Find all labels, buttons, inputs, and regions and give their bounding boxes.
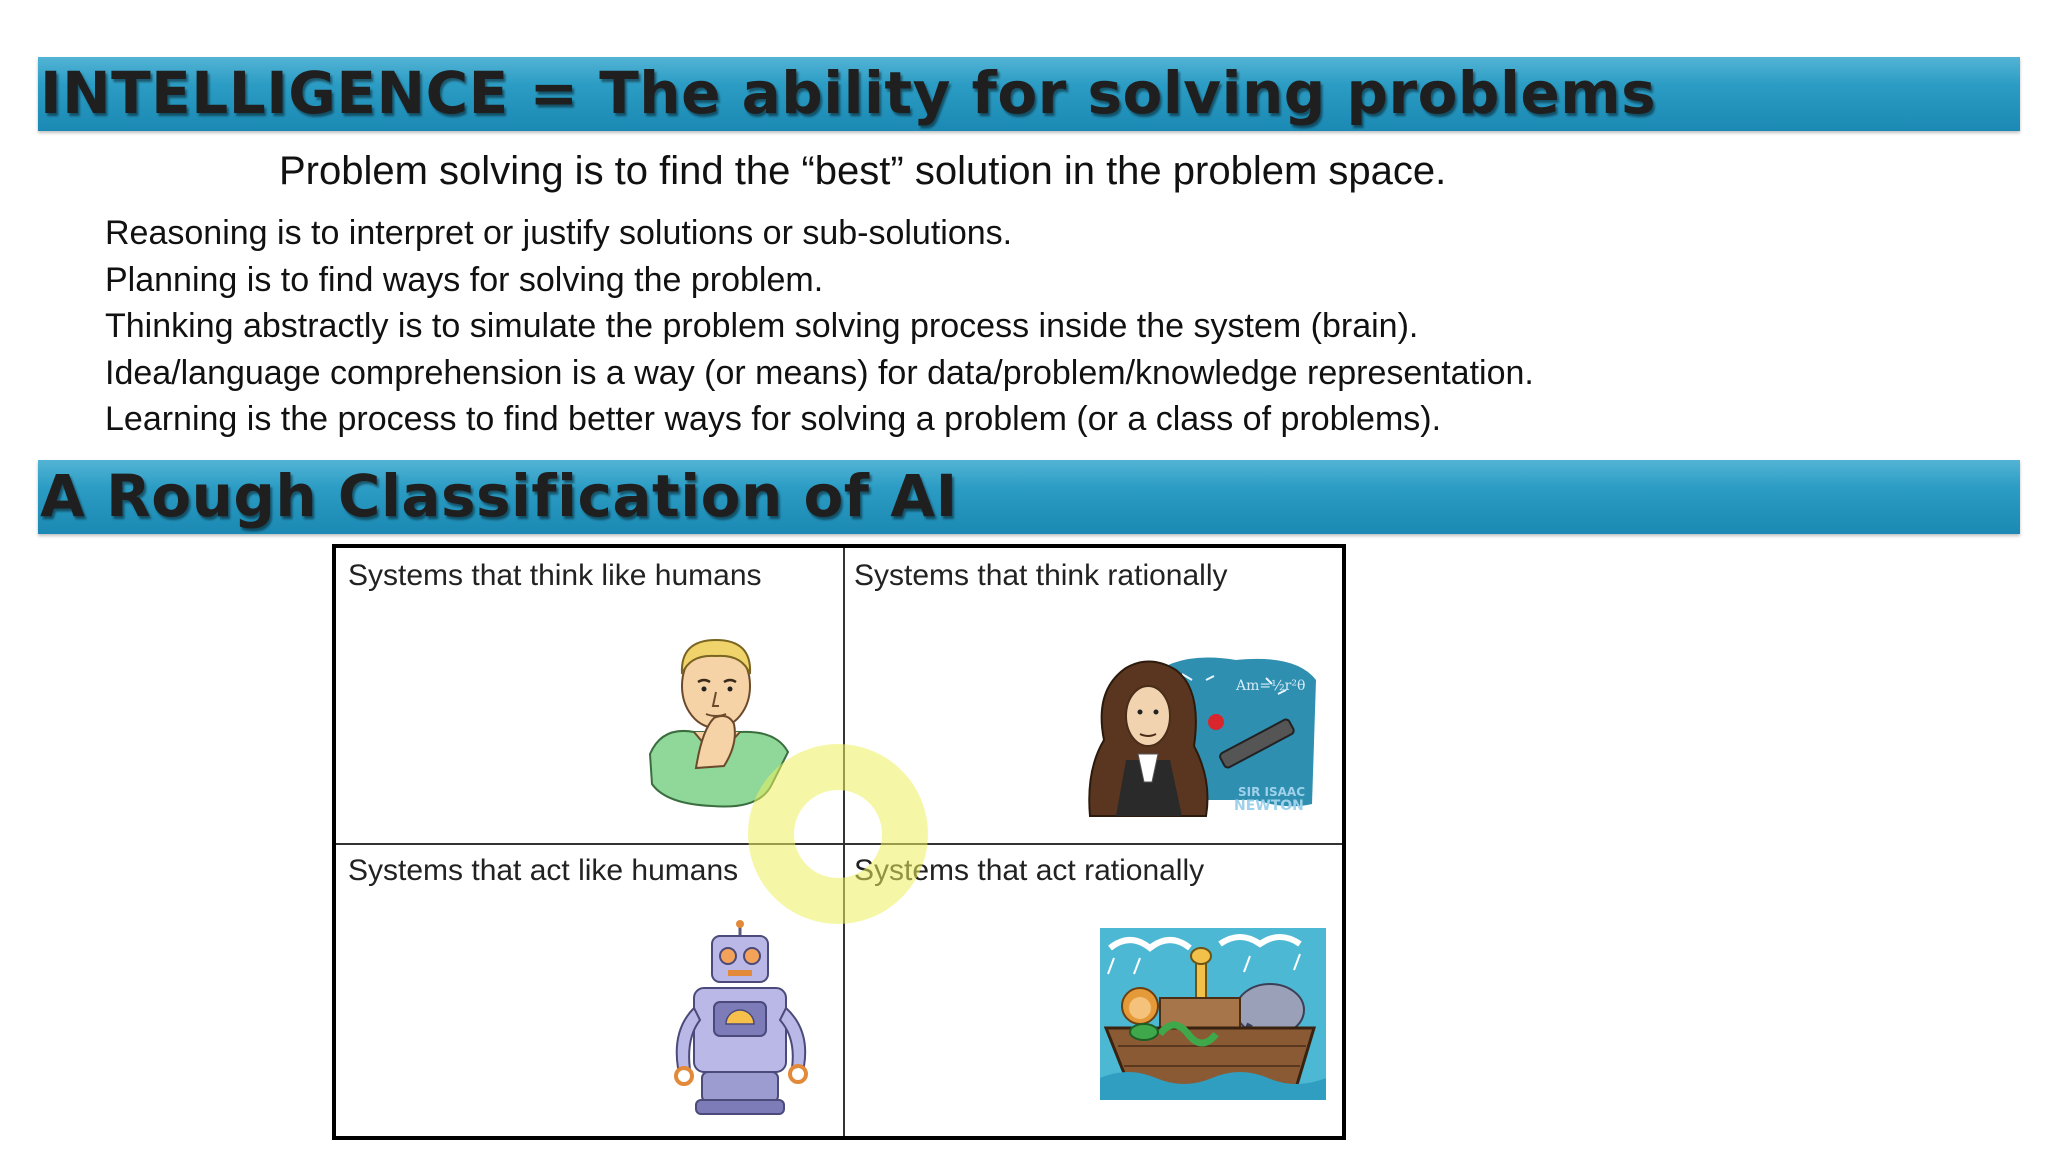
cell-label-think-rationally: Systems that think rationally <box>854 559 1228 592</box>
title-banner-classification <box>38 460 2020 534</box>
ai-classification-grid <box>332 544 1346 1140</box>
grid-divider-horizontal <box>336 843 1342 845</box>
newton-caption-line2: NEWTON <box>1234 798 1304 814</box>
cell-label-act-like-humans: Systems that act like humans <box>348 854 739 887</box>
definition-comprehension: Idea/language comprehension is a way (or means) for data/problem/knowledge representation. <box>105 353 1534 392</box>
cell-label-act-rationally: Systems that act rationally <box>854 854 1205 887</box>
page-title: INTELLIGENCE = The ability for solving problems <box>40 59 1657 127</box>
newton-formula: Am=½r²θ <box>1236 678 1306 694</box>
title-banner-intelligence <box>38 57 2020 131</box>
definition-learning: Learning is the process to find better ways for solving a problem (or a class of problems). <box>105 400 1442 438</box>
definition-list <box>105 210 1534 443</box>
newton-caption-line1: SIR ISAAC <box>1238 785 1306 799</box>
problem-solving-subtitle: Problem solving is to find the “best” solution in the problem space. <box>279 149 1447 193</box>
definition-reasoning: Reasoning is to interpret or justify solutions or sub-solutions. <box>105 214 1013 252</box>
robot-icon <box>664 920 816 1116</box>
grid-divider-vertical <box>843 548 845 1136</box>
definition-thinking-abstractly: Thinking abstractly is to simulate the problem solving process inside the system (brain). <box>105 307 1419 345</box>
section-title: A Rough Classification of AI <box>40 462 958 530</box>
thinking-man-icon <box>642 634 792 810</box>
cell-label-think-like-humans: Systems that think like humans <box>348 559 762 592</box>
definition-planning: Planning is to find ways for solving the problem. <box>105 260 824 299</box>
isaac-newton-icon <box>1086 650 1326 820</box>
noahs-ark-icon <box>1100 928 1326 1100</box>
